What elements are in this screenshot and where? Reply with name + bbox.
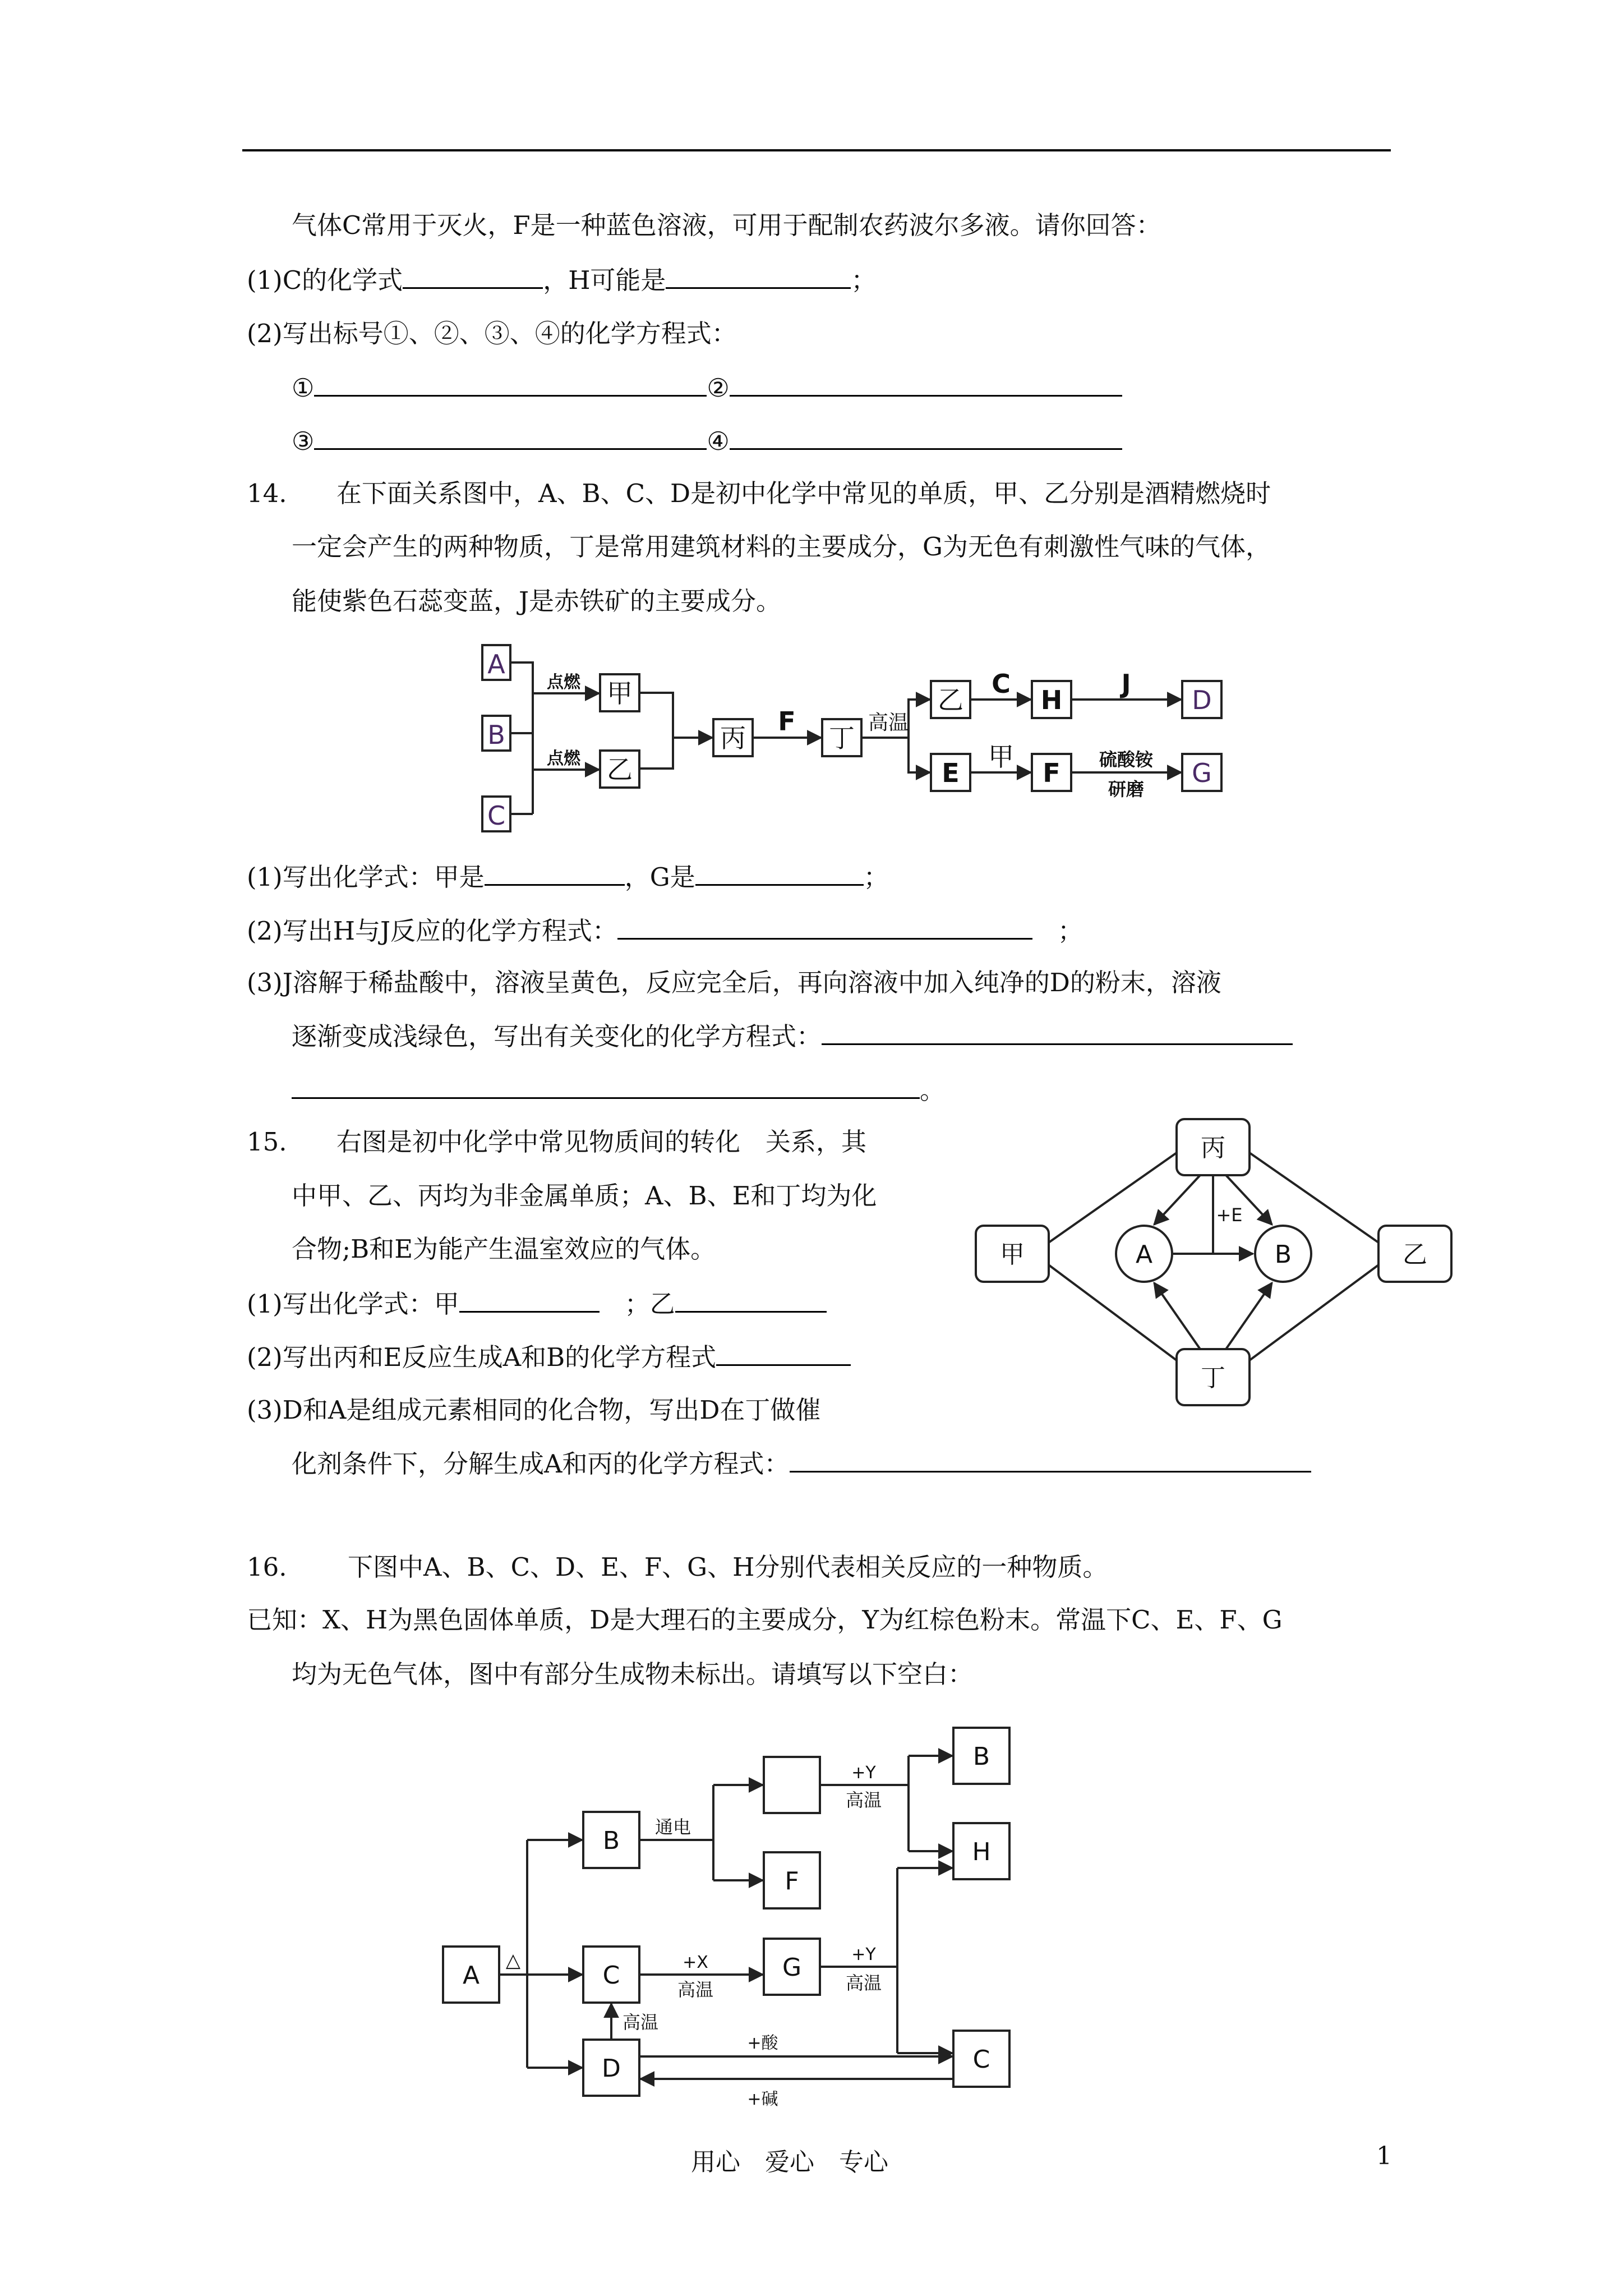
answer-blank[interactable] (314, 370, 707, 397)
answer-blank[interactable] (822, 1019, 1293, 1045)
label-plus-y: +Y (851, 1945, 876, 1964)
text-line: 能使紫色石蕊变蓝，J是赤铁矿的主要成分。 (292, 586, 782, 616)
answer-blank[interactable] (790, 1446, 1311, 1473)
text-line: 。 (292, 1073, 945, 1107)
node-ding: 丁 (1201, 1364, 1225, 1392)
node-f: F (1043, 758, 1061, 788)
page-number: 1 (1376, 2142, 1392, 2170)
label-f: F (778, 706, 796, 737)
label-dianran: 点燃 (547, 749, 580, 769)
label-tongdian: 通电 (654, 1816, 691, 1838)
label-liusuan: 硫酸铵 (1099, 749, 1154, 770)
text-line: 下图中A、B、C、D、E、F、G、H分别代表相关反应的一种物质。 (348, 1552, 1108, 1582)
header-rule (242, 149, 1391, 151)
node-jia: 甲 (1000, 1240, 1025, 1269)
text-line: (3)J溶解于稀盐酸中，溶液呈黄色，反应完全后，再向溶液中加入纯净的D的粉末，溶液 (247, 968, 1221, 997)
text-line: 均为无色气体，图中有部分生成物未标出。请填写以下空白： (292, 1659, 974, 1689)
question-number: 16. (247, 1552, 287, 1582)
text-line: 化剂条件下，分解生成A和丙的化学方程式： (292, 1446, 1311, 1481)
label-plus-x: +X (683, 1953, 708, 1972)
answer-blank[interactable] (716, 1340, 851, 1366)
node-g: G (782, 1953, 802, 1982)
label-gaowen: 高温 (677, 1979, 714, 2000)
node-c: C (487, 800, 506, 831)
text-line: 气体C常用于灭火，F是一种蓝色溶液，可用于配制农药波尔多液。请你回答： (292, 210, 1161, 240)
node-f: F (785, 1867, 799, 1895)
text-line: (1)写出化学式：甲是 ，G是 ； (247, 859, 889, 894)
node-b: B (1274, 1240, 1292, 1269)
text-line: 合物;B和E为能产生温室效应的气体。 (292, 1234, 716, 1264)
answer-blank[interactable] (666, 263, 851, 289)
text-line: 中甲、乙、丙均为非金属单质；A、B、E和丁均为化 (292, 1181, 877, 1211)
label-gaowen: 高温 (845, 1789, 882, 1811)
node-d: D (1192, 685, 1212, 715)
relation-diagram-16 (437, 1722, 1054, 2120)
text-line: (1)C的化学式 ，H可能是 ； (247, 263, 876, 297)
heat-icon: △ (505, 1949, 521, 1972)
text-line: (2)写出标号①、②、③、④的化学方程式： (247, 319, 737, 348)
label-gaowen: 高温 (868, 711, 909, 734)
answer-blank[interactable] (485, 859, 625, 886)
node-c: C (602, 1961, 620, 1990)
node-e: E (942, 758, 960, 788)
node-yi2: 乙 (938, 685, 963, 715)
label-plus-base: +碱 (747, 2090, 778, 2109)
label-jia: 甲 (988, 742, 1014, 772)
node-yi: 乙 (1403, 1240, 1427, 1269)
text-line: 右图是初中化学中常见物质间的转化 关系，其 (336, 1127, 867, 1157)
node-b: B (602, 1826, 620, 1855)
node-ding: 丁 (829, 723, 855, 753)
node-g: G (1192, 758, 1212, 788)
node-h: H (972, 1838, 991, 1866)
node-b2: B (972, 1742, 990, 1771)
text-line: ① ② (292, 370, 1122, 405)
label-dianran: 点燃 (547, 673, 580, 692)
node-a: A (1135, 1240, 1153, 1269)
text-line: 一定会产生的两种物质，丁是常用建筑材料的主要成分，G为无色有刺激性气味的气体， (292, 532, 1271, 562)
label-plus-y: +Y (851, 1763, 876, 1783)
answer-blank[interactable] (730, 424, 1122, 450)
answer-blank[interactable] (403, 263, 543, 289)
node-yi: 乙 (607, 754, 633, 785)
node-jia: 甲 (607, 678, 633, 708)
node-d: D (602, 2054, 621, 2083)
text-line: 在下面关系图中，A、B、C、D是初中化学中常见的单质，甲、乙分别是酒精燃烧时 (336, 478, 1271, 508)
answer-blank[interactable] (675, 1286, 827, 1313)
node-b: B (487, 720, 505, 750)
text-line: ③ ④ (292, 424, 1122, 458)
text-line: (1)写出化学式：甲 ；乙 (247, 1286, 827, 1321)
label-plus-e: +E (1216, 1204, 1243, 1226)
node-a: A (487, 649, 505, 679)
text-line: 已知：X、H为黑色固体单质，D是大理石的主要成分，Y为红棕色粉末。常温下C、E、F、G (247, 1605, 1283, 1635)
text-line: (2)写出丙和E反应生成A和B的化学方程式 (247, 1340, 851, 1374)
label-gaowen: 高温 (845, 1972, 882, 1994)
node-h: H (1040, 685, 1063, 715)
node-bing: 丙 (720, 723, 746, 753)
answer-blank[interactable] (292, 1073, 920, 1099)
answer-blank[interactable] (695, 859, 864, 886)
footer-motto: 用心 爱心 专心 (691, 2148, 888, 2177)
relation-diagram-14 (471, 634, 1267, 841)
label-c: C (992, 669, 1011, 699)
text-line: 逐渐变成浅绿色，写出有关变化的化学方程式： (292, 1019, 1293, 1053)
label-plus-acid: +酸 (747, 2033, 778, 2053)
answer-blank[interactable] (459, 1286, 600, 1313)
label-j: J (1121, 669, 1131, 699)
relation-diagram-15 (970, 1114, 1430, 1411)
node-bing: 丙 (1201, 1134, 1225, 1162)
node-a: A (462, 1961, 480, 1990)
node-c2: C (972, 2045, 990, 2074)
text-line: (2)写出H与J反应的化学方程式： ； (247, 913, 1083, 948)
question-number: 15. (247, 1127, 287, 1157)
label-gaowen: 高温 (622, 2012, 659, 2033)
answer-blank[interactable] (617, 913, 1032, 940)
label-yanmo: 研磨 (1108, 779, 1145, 800)
answer-blank[interactable] (730, 370, 1122, 397)
text-line: (3)D和A是组成元素相同的化合物，写出D在丁做催 (247, 1395, 821, 1425)
question-number: 14. (247, 478, 287, 508)
answer-blank[interactable] (314, 424, 707, 450)
